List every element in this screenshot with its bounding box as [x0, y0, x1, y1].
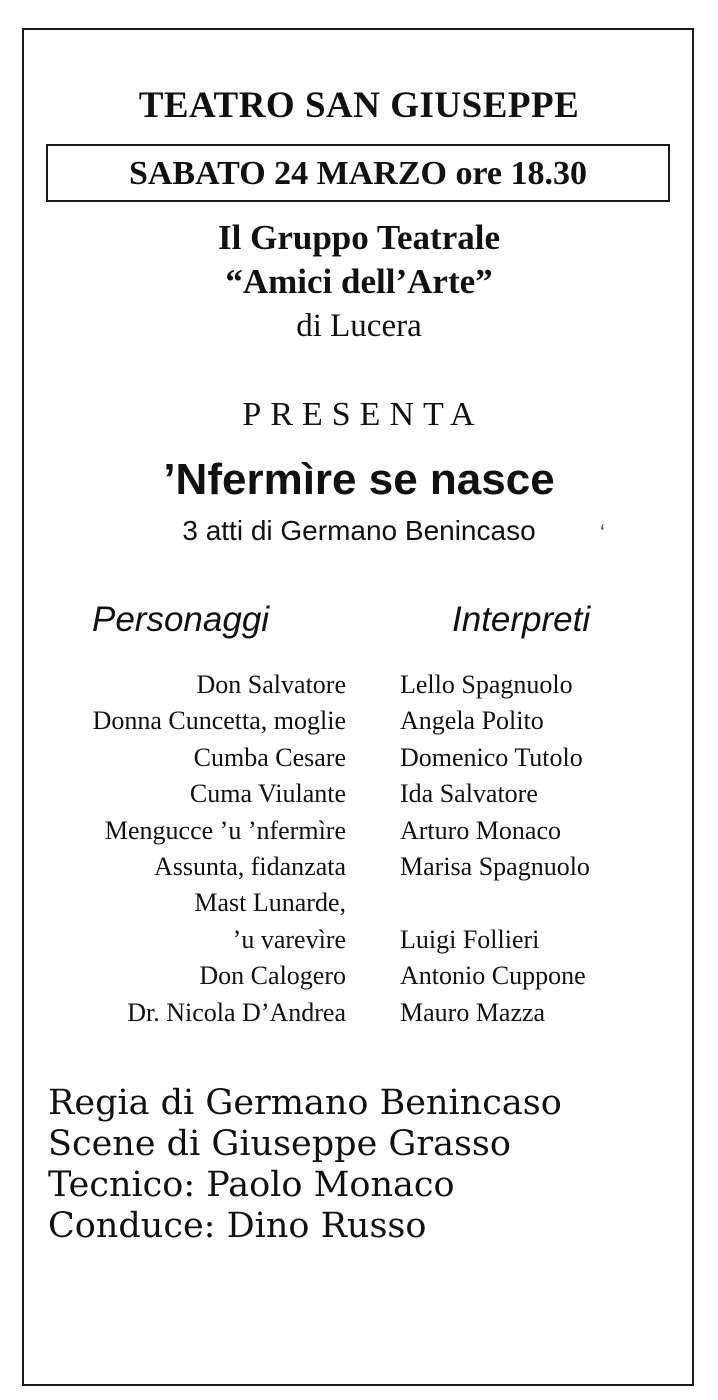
role-name: Assunta, fidanzata — [153, 851, 346, 881]
role-name: Dr. Nicola D’Andrea — [127, 997, 346, 1027]
role-name: Don Salvatore — [196, 670, 346, 699]
date-time: SABATO 24 MARZO ore 18.30 — [128, 155, 588, 192]
group-city: di Lucera — [296, 308, 422, 344]
actor-name: Angela Polito — [400, 706, 544, 736]
actor-name: Domenico Tutolo — [400, 742, 583, 772]
cast-row — [0, 816, 718, 852]
actor-name: Arturo Monaco — [400, 815, 562, 845]
theatre-name: TEATRO SAN GIUSEPPE — [138, 85, 580, 126]
role-name: Cuma Viulante — [189, 779, 346, 809]
cast-row — [0, 888, 718, 924]
credit-host: Conduce: Dino Russo — [48, 1206, 427, 1246]
play-subtitle: 3 atti di Germano Benincaso — [182, 515, 536, 546]
credit-direction: Regia di Germano Benincaso — [48, 1083, 562, 1123]
cast-row — [0, 779, 718, 815]
cast-row — [0, 852, 718, 888]
credit-technician: Tecnico: Paolo Monaco — [48, 1165, 455, 1205]
actors-header: Interpreti — [452, 600, 591, 639]
cast-row — [0, 706, 718, 742]
presents-label: PRESENTA — [242, 396, 484, 433]
role-name: Cumba Cesare — [193, 742, 346, 772]
role-name: Donna Cuncetta, moglie — [92, 706, 346, 736]
actor-name: Ida Salvatore — [400, 779, 538, 809]
cast-row — [0, 998, 718, 1034]
cast-row — [0, 743, 718, 779]
actor-name: Luigi Follieri — [400, 924, 540, 954]
role-name: Don Calogero — [199, 961, 346, 991]
role-name: Mast Lunarde, — [194, 888, 346, 918]
roles-header: Personaggi — [92, 600, 270, 639]
cast-list — [0, 670, 718, 1034]
cast-row — [0, 925, 718, 961]
actor-name: Lello Spagnuolo — [400, 670, 573, 699]
group-line-2: “Amici dell’Arte” — [225, 262, 493, 301]
cast-row — [0, 961, 718, 997]
group-line-1: Il Gruppo Teatrale — [218, 218, 500, 257]
actor-name: Mauro Mazza — [400, 997, 546, 1027]
date-time-box — [46, 144, 670, 202]
play-title: ’Nfermìre se nasce — [163, 455, 555, 504]
actor-name: Antonio Cuppone — [400, 961, 586, 991]
actor-name: Marisa Spagnuolo — [400, 851, 590, 881]
role-name: ’u varevìre — [232, 924, 346, 954]
credits — [48, 1083, 562, 1247]
stray-mark: ‘ — [600, 520, 605, 545]
cast-row — [0, 670, 718, 706]
role-name: Mengucce ’u ’nfermìre — [104, 815, 346, 845]
credit-scenery: Scene di Giuseppe Grasso — [48, 1124, 511, 1164]
